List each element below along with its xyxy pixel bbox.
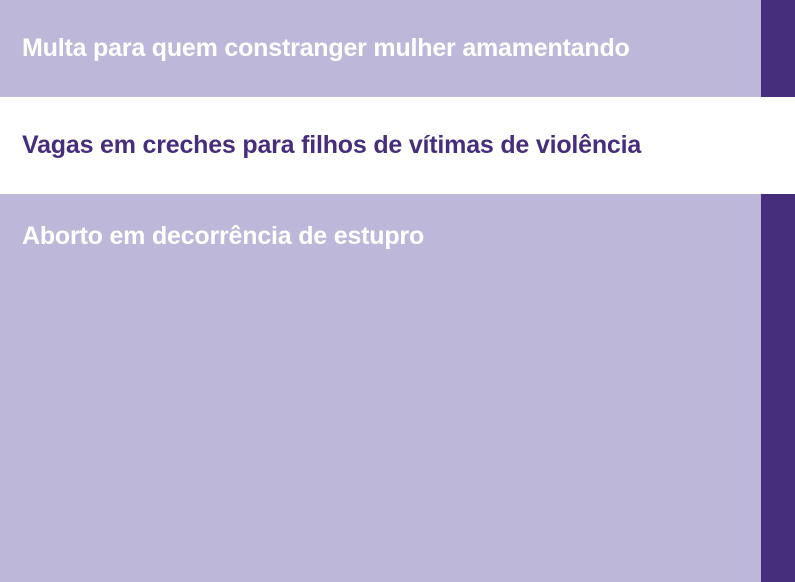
tab-indicator-bar xyxy=(761,194,795,582)
tab-vagas-creches[interactable] xyxy=(0,97,795,194)
tab-label: Aborto em decorrência de estupro xyxy=(22,222,425,250)
tab-label: Vagas em creches para filhos de vítimas de violência xyxy=(22,131,642,159)
tab-label: Multa para quem constranger mulher amamentando xyxy=(22,34,630,62)
tab-multa-amamentando[interactable] xyxy=(0,0,795,97)
tab-indicator-bar xyxy=(761,0,795,97)
tab-aborto-estupro[interactable] xyxy=(0,194,795,582)
